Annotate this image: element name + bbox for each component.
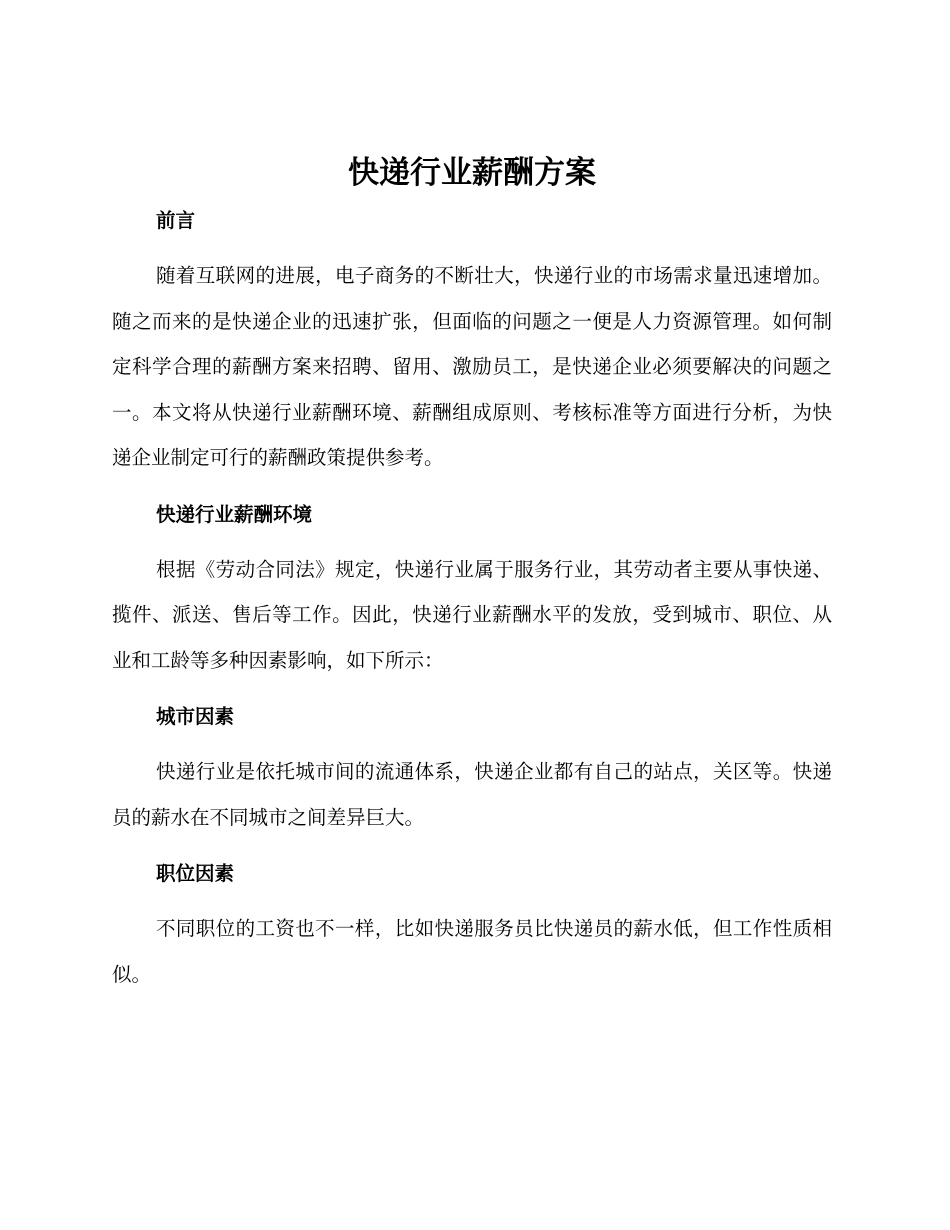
spacer <box>112 481 832 500</box>
section-position-factor <box>112 859 832 997</box>
section-paragraph: 快递行业是依托城市间的流通体系，快递企业都有自己的站点，关区等。快递员的薪水在不同城市之间差异巨大。 <box>112 760 832 829</box>
document-body <box>112 148 832 997</box>
spacer <box>112 236 832 253</box>
section-salary-environment <box>112 500 832 684</box>
spacer <box>112 840 832 859</box>
section-paragraph: 根据《劳动合同法》规定，快递行业属于服务行业，其劳动者主要从事快递、揽件、派送、售后等工作。因此，快递行业薪酬水平的发放，受到城市、职位、从业和工龄等多种因素影响，如下所示： <box>112 557 832 672</box>
section-paragraph: 不同职位的工资也不一样，比如快递服务员比快递员的薪水低，但工作性质相似。 <box>112 917 832 986</box>
section-heading: 职位因素 <box>156 862 235 885</box>
spacer <box>112 732 832 749</box>
section-heading: 前言 <box>156 209 196 232</box>
section-heading: 快递行业薪酬环境 <box>156 502 313 526</box>
document-title: 快递行业薪酬方案 <box>348 155 596 191</box>
spacer <box>112 198 832 206</box>
section-heading: 城市因素 <box>156 705 235 728</box>
spacer <box>112 683 832 702</box>
spacer <box>112 530 832 547</box>
section-city-factor <box>112 702 832 840</box>
section-paragraph: 随着互联网的进展，电子商务的不断壮大，快递行业的市场需求量迅速增加。随之而来的是快递企业的迅速扩张，但面临的问题之一便是人力资源管理。如何制定科学合理的薪酬方案来招聘、留用、激励员工，是快递企业必须要解决的问题之一。本文将从快递行业薪酬环境、薪酬组成原则、考核标准等方面进行分析，为快递企业制定可行的薪酬政策提供参考。 <box>112 264 832 469</box>
section-preface <box>112 206 832 481</box>
spacer <box>112 889 832 906</box>
